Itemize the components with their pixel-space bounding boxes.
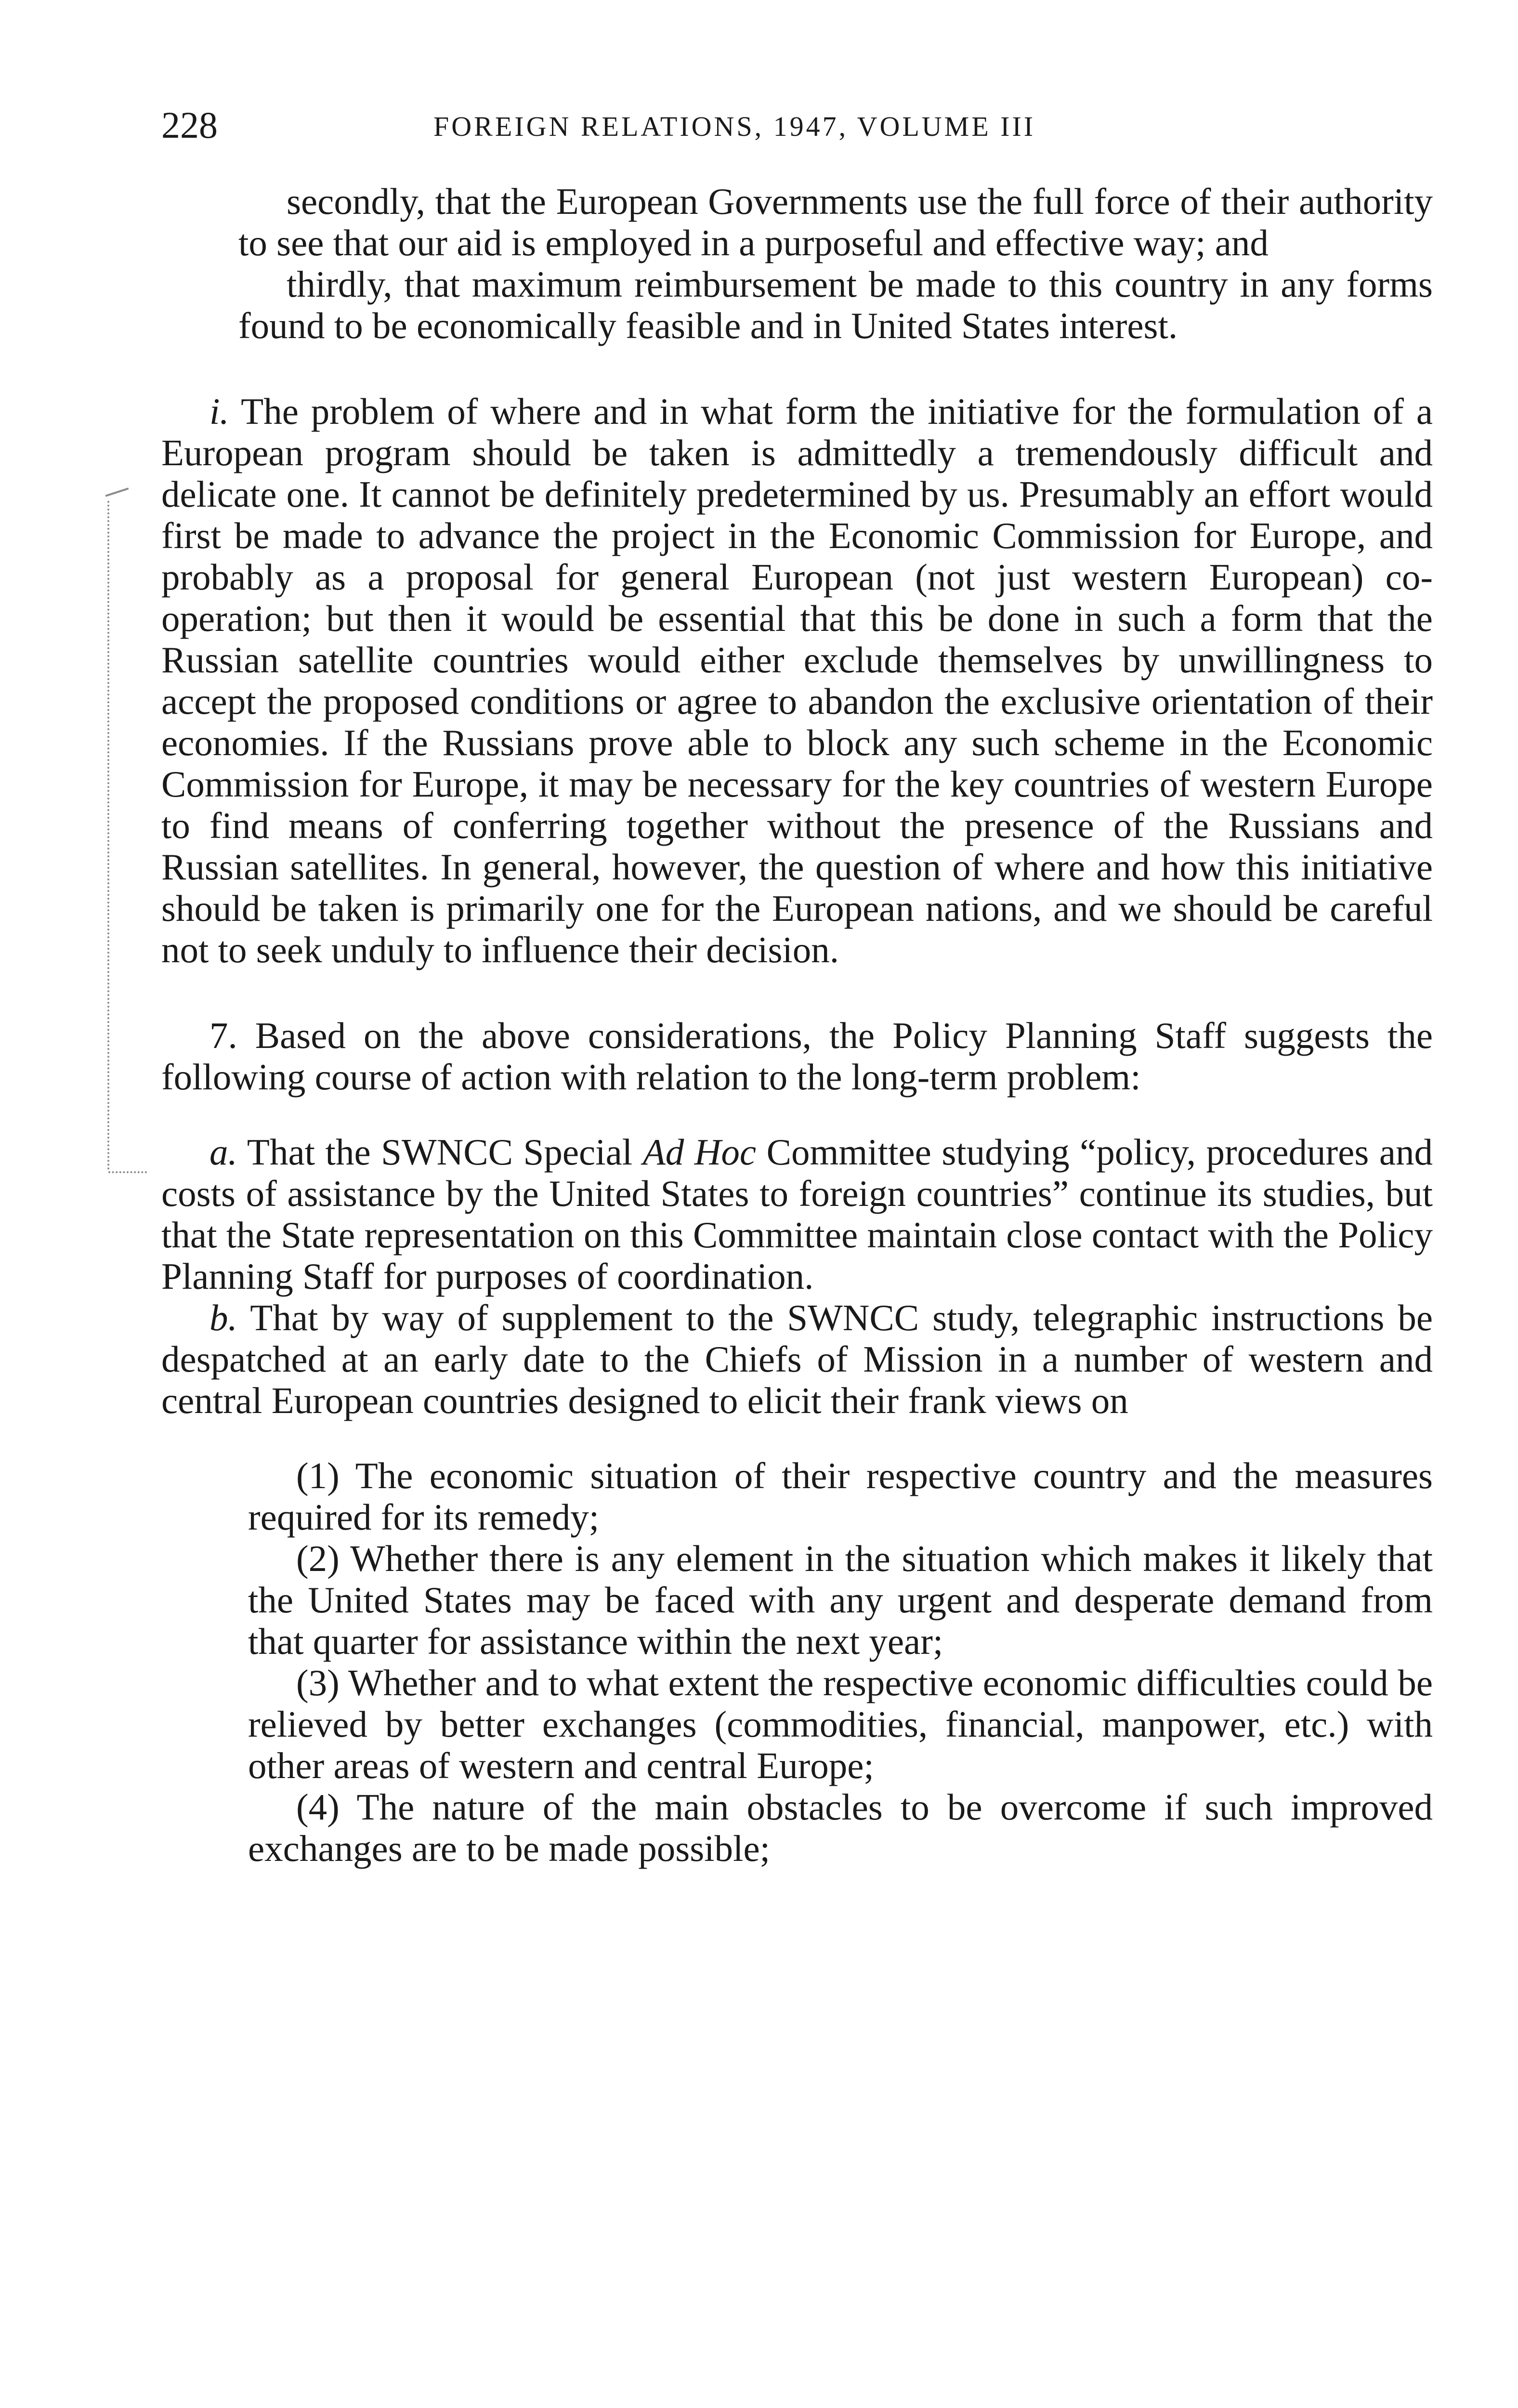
paragraph-i-marker: i. — [209, 391, 229, 432]
paragraph-i — [161, 391, 1433, 970]
quote-thirdly: thirdly, that maximum reimbursement be made to this country in any forms found to be economically feasible and in United States interest. — [238, 263, 1433, 346]
subitem-list — [248, 1455, 1433, 1869]
running-title: FOREIGN RELATIONS, 1947, VOLUME III — [433, 111, 1036, 142]
item-b-text: That by way of supplement to the SWNCC study, telegraphic instructions be despatched at an early date to the Chiefs of Mission in a number of western and central European countries designed to elicit their frank views on — [161, 1297, 1433, 1421]
item-a-text-after: Committee studying “policy, procedures and costs of assistance by the United States to foreign countries” continue its studies, but that the State representation on this Committee maintain close contact with the Policy Planning Staff for purposes of coordination. — [161, 1131, 1433, 1297]
item-b — [161, 1297, 1433, 1421]
subitem-1: (1) The economic situation of their respective country and the measures required for its remedy; — [248, 1455, 1433, 1538]
quoted-conditions — [238, 181, 1433, 346]
margin-bracket-bottom — [108, 1171, 147, 1173]
item-a — [161, 1131, 1433, 1297]
paragraph-i-text: The problem of where and in what form the initiative for the formulation of a European program should be taken is admittedly a tremendously difficult and delicate one. It cannot be definitely predetermined by us. Presumably an effort would first be made to advance the project in the Economic Commission for Europe, and probably as a proposal for general European (not just western European) co-operation; but then it would be essential that this be done in such a form that the Russian satellite countries would either exclude themselves by unwillingness to accept the proposed conditions or agree to abandon the exclusive orientation of their economies. If the Russians prove able to block any such scheme in the Economic Commission for Europe, it may be necessary for the key countries of western Europe to find means of conferring together without the presence of the Russians and Russian satellites. In general, however, the question of where and how this initiative should be taken is primarily one for the European nations, and we should be careful not to seek unduly to influence their decision. — [161, 391, 1433, 970]
page-number: 228 — [161, 104, 218, 146]
paragraph-7: 7. Based on the above considerations, the Policy Planning Staff suggests the following course of action with relation to the long-term problem: — [161, 1015, 1433, 1098]
quote-secondly: secondly, that the European Governments use the full force of their authority to see that our aid is employed in a purposeful and effective way; and — [238, 181, 1433, 263]
subitem-4: (4) The nature of the main obstacles to be overcome if such improved exchanges are to be made possible; — [248, 1786, 1433, 1869]
item-a-marker: a. — [209, 1131, 237, 1173]
item-b-marker: b. — [209, 1297, 237, 1338]
subitem-3: (3) Whether and to what extent the respective economic difficulties could be relieved by better exchanges (commodities, financial, manpower, etc.) with other areas of western and central Europe; — [248, 1662, 1433, 1786]
item-a-text-before: That the SWNCC Special — [247, 1131, 633, 1173]
subitem-2: (2) Whether there is any element in the situation which makes it likely that the United States may be faced with any urgent and desperate demand from that quarter for assistance within the next year; — [248, 1538, 1433, 1662]
page-header — [161, 99, 1433, 152]
body-text — [161, 181, 1433, 1869]
margin-annotation-line — [107, 501, 109, 1170]
margin-bracket-top — [105, 487, 129, 497]
item-a-emphasis: Ad Hoc — [642, 1131, 757, 1173]
